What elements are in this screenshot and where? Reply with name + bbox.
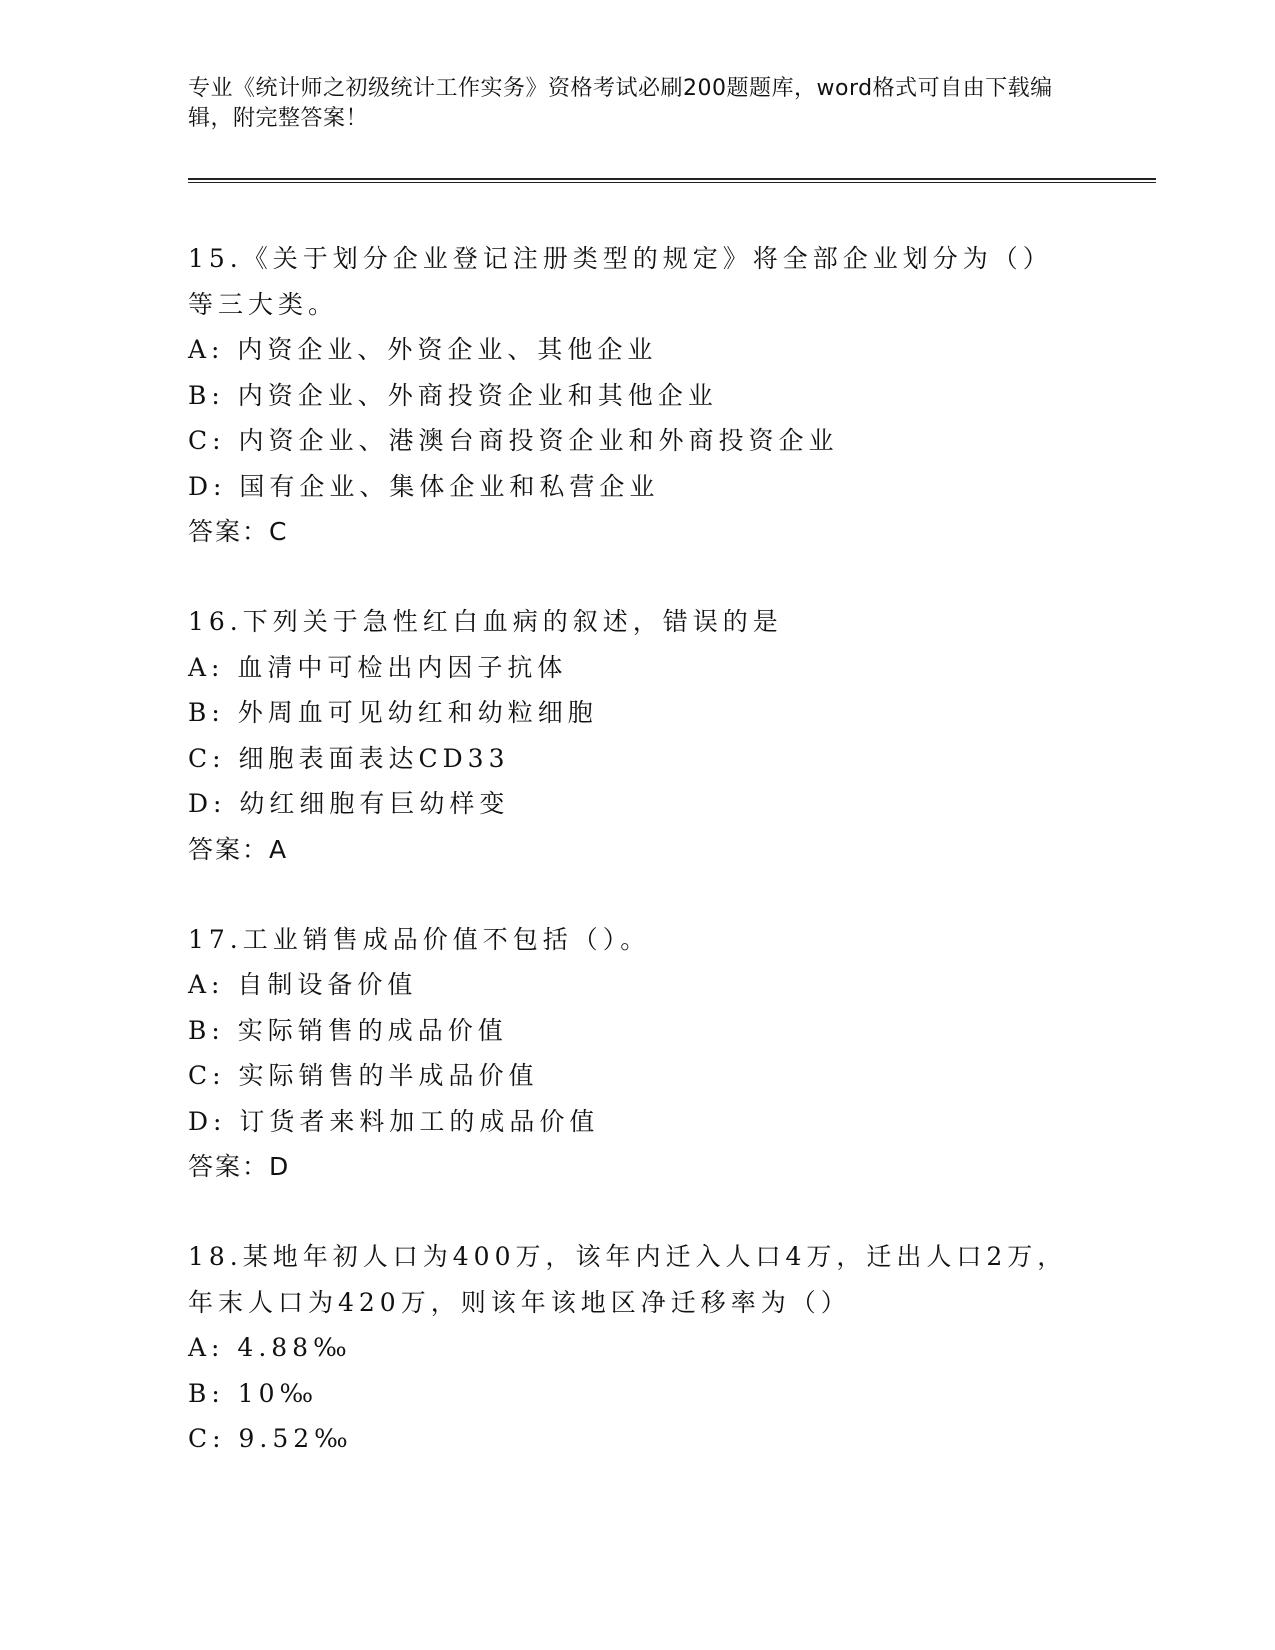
question-stem: 18.某地年初人口为400万，该年内迁入人口4万，迁出人口2万，年末人口为420万，则该年该地区净迁移率为（） [188,1242,1068,1317]
option-b: B: 内资企业、外商投资企业和其他企业 [188,380,718,410]
question-16 [188,599,1088,873]
option-d: D: 订货者来料加工的成品价值 [188,1106,600,1136]
option-c: C: 9.52‰ [188,1424,353,1453]
answer-label: 答案：C [188,517,289,546]
option-a: A: 血清中可检出内因子抗体 [188,652,568,682]
question-list [188,236,1088,1506]
document-header: 专业《统计师之初级统计工作实务》资格考试必刷200题题库，word格式可自由下载编辑，附完整答案！ [188,76,1053,131]
header-divider-thick [188,178,1156,180]
question-stem: 17.工业销售成品价值不包括（）。 [188,924,651,954]
question-15 [188,236,1088,555]
option-a: A: 4.88‰ [188,1333,352,1362]
option-d: D: 国有企业、集体企业和私营企业 [188,471,660,501]
option-c: C: 实际销售的半成品价值 [188,1061,539,1090]
option-c: C: 内资企业、港澳台商投资企业和外商投资企业 [188,426,839,455]
question-18 [188,1234,1088,1462]
question-stem: 15.《关于划分企业登记注册类型的规定》将全部企业划分为（）等三大类。 [188,244,1053,319]
question-stem: 16.下列关于急性红白血病的叙述，错误的是 [188,607,783,636]
option-b: B: 外周血可见幼红和幼粒细胞 [188,698,598,727]
answer-label: 答案：A [188,834,289,864]
answer-label: 答案：D [188,1152,291,1181]
option-d: D: 幼红细胞有巨幼样变 [188,789,510,818]
option-a: A: 自制设备价值 [188,970,418,999]
option-c: C: 细胞表面表达CD33 [188,743,510,773]
header-divider-thin [188,182,1156,183]
option-a: A: 内资企业、外资企业、其他企业 [188,335,658,364]
option-b: B: 10‰ [188,1378,319,1408]
question-17 [188,917,1088,1191]
option-b: B: 实际销售的成品价值 [188,1015,508,1045]
